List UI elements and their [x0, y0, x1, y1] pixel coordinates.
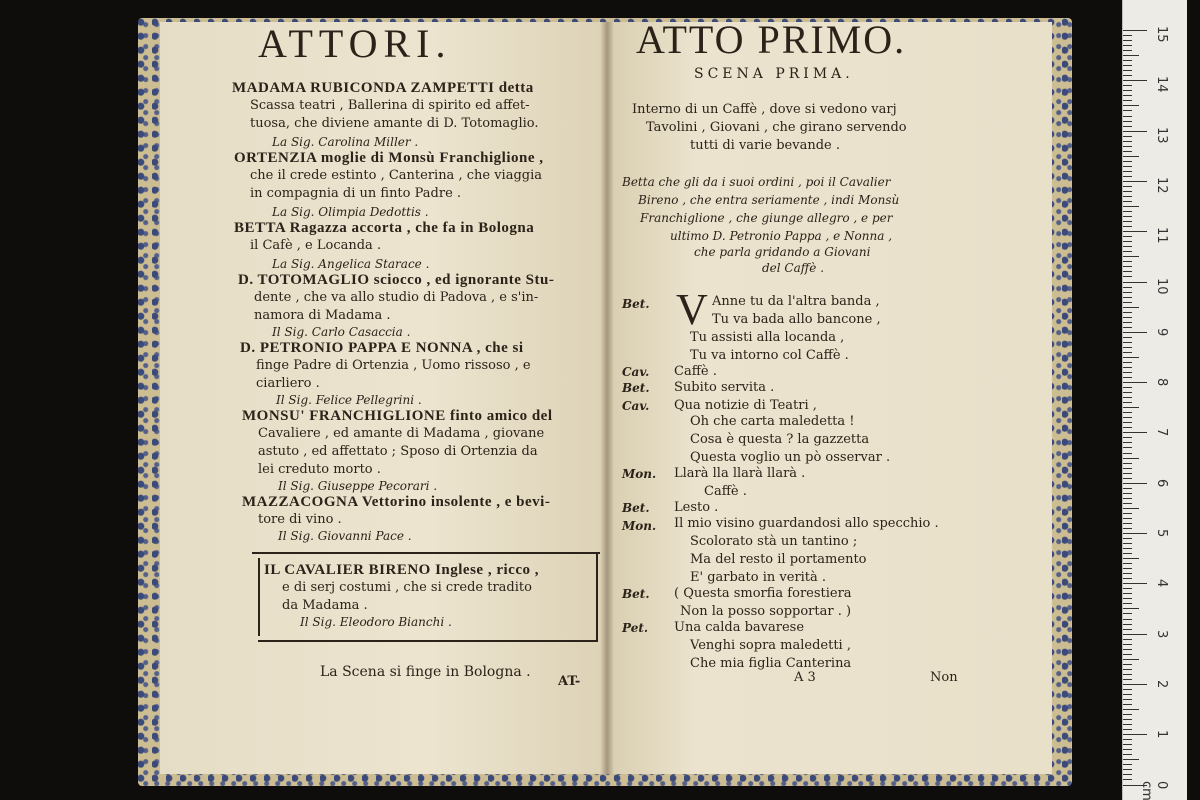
ruler-tick	[1123, 679, 1132, 680]
ruler-tick	[1123, 669, 1132, 670]
setting-line: tutti di varie bevande .	[690, 138, 841, 153]
ruler-tick	[1123, 769, 1132, 770]
ruler-tick	[1123, 639, 1132, 640]
ruler-label: 1	[1154, 730, 1169, 739]
ruler-tick	[1123, 332, 1147, 333]
ruler-tick	[1123, 624, 1132, 625]
ruler-tick	[1123, 236, 1132, 237]
ruler-tick	[1123, 80, 1147, 81]
ruler-tick	[1123, 322, 1132, 323]
entry-line: D. TOTOMAGLIO sciocco , ed ignorante Stu-	[238, 272, 555, 288]
ruler-tick	[1123, 749, 1132, 750]
boxed-entry-line: da Madama .	[282, 598, 368, 613]
ruler-tick	[1123, 216, 1132, 217]
ruler-tick	[1123, 528, 1132, 529]
ruler-tick	[1123, 664, 1132, 665]
speaker: Mon.	[622, 519, 657, 533]
ruler-tick	[1123, 261, 1132, 262]
ruler-tick	[1123, 317, 1132, 318]
ruler-tick	[1123, 674, 1132, 675]
ruler-tick	[1123, 583, 1147, 584]
ruler-tick	[1123, 70, 1132, 71]
ruler-tick	[1123, 458, 1139, 459]
left-heading: ATTORI.	[258, 21, 452, 66]
ruler-tick	[1123, 619, 1132, 620]
ruler-label: 2	[1154, 679, 1169, 689]
stage-direction-line: del Caffè .	[762, 261, 825, 275]
ruler-tick	[1123, 55, 1139, 56]
ruler-tick	[1123, 156, 1139, 157]
ruler-tick	[1123, 191, 1132, 192]
entry-line: che il crede estinto , Canterina , che viaggia	[250, 168, 542, 183]
ruler-tick	[1123, 327, 1132, 328]
ruler-tick	[1123, 392, 1132, 393]
speaker: Pet.	[622, 621, 649, 635]
ruler-tick	[1123, 508, 1139, 509]
ruler-tick	[1123, 518, 1132, 519]
entry-line: in compagnia di un finto Padre .	[250, 186, 462, 201]
ruler-tick	[1123, 302, 1132, 303]
entry-line: il Cafè , e Locanda .	[250, 238, 382, 253]
dialogue-line: Oh che carta maledetta !	[690, 414, 855, 429]
actor-name: Il Sig. Carlo Casaccia .	[272, 325, 411, 339]
ruler-tick	[1123, 422, 1132, 423]
ruler-tick	[1123, 282, 1147, 283]
ruler-tick	[1123, 644, 1132, 645]
ruler-tick	[1123, 684, 1147, 685]
ruler-tick	[1123, 453, 1132, 454]
ruler-tick	[1123, 161, 1132, 162]
speaker: Mon.	[622, 467, 657, 481]
setting-line: Tavolini , Giovani , che girano servendo	[646, 120, 907, 135]
ruler-tick	[1123, 729, 1132, 730]
entry-line: namora di Madama .	[254, 308, 391, 323]
actor-name: La Sig. Olimpia Dedottis .	[272, 205, 429, 219]
ruler-label: 15	[1154, 26, 1169, 43]
ruler-tick	[1123, 397, 1132, 398]
ruler-tick	[1123, 463, 1132, 464]
ruler-label: 13	[1154, 126, 1169, 144]
ruler-tick	[1123, 176, 1132, 177]
ruler-tick	[1123, 342, 1132, 343]
ruler-tick	[1123, 437, 1132, 438]
ruler-tick	[1123, 523, 1132, 524]
ruler-tick	[1123, 382, 1147, 383]
entry-line: D. PETRONIO PAPPA E NONNA , che si	[240, 340, 524, 356]
dialogue-line: Non la posso sopportar . )	[680, 604, 852, 619]
ruler-tick	[1123, 498, 1132, 499]
ruler-tick	[1123, 151, 1132, 152]
ruler-tick	[1123, 196, 1132, 197]
dialogue-line: Anne tu da l'altra banda ,	[712, 294, 880, 309]
ruler-tick	[1123, 186, 1132, 187]
ruler-tick	[1123, 121, 1132, 122]
entry-line: BETTA Ragazza accorta , che fa in Bologna	[234, 220, 535, 236]
dialogue-line: Scolorato stà un tantino ;	[690, 534, 858, 549]
dialogue-line: Subito servita .	[674, 380, 775, 395]
dialogue-line: Lesto .	[674, 500, 719, 515]
entry-line: lei creduto morto .	[258, 462, 381, 477]
entry-line: MONSU' FRANCHIGLIONE finto amico del	[242, 408, 553, 424]
dialogue-line: E' garbato in verità .	[690, 570, 827, 585]
ruler-tick	[1123, 588, 1132, 589]
ruler-label: 7	[1154, 428, 1169, 437]
entry-line: ciarliero .	[256, 376, 320, 391]
ruler-label: 4	[1154, 579, 1169, 588]
dialogue-line: Llarà lla llarà llarà .	[674, 466, 806, 481]
ruler-tick	[1123, 573, 1132, 574]
ruler-tick	[1123, 307, 1139, 308]
ruler-label: 14	[1154, 76, 1169, 93]
dialogue-line: Ma del resto il portamento	[690, 552, 867, 567]
ruler-tick	[1123, 131, 1147, 132]
ruler-label: 12	[1154, 176, 1169, 194]
stage-direction-line: Franchiglione , che giunge allegro , e per	[640, 211, 893, 225]
speaker: Bet.	[622, 381, 650, 395]
ruler-label: 6	[1154, 478, 1169, 487]
entry-line: MADAMA RUBICONDA ZAMPETTI detta	[232, 80, 534, 96]
ruler-tick	[1123, 548, 1132, 549]
ruler-tick	[1123, 447, 1132, 448]
book-gutter	[600, 22, 614, 774]
ruler-tick	[1123, 553, 1132, 554]
dialogue-line: Tu va intorno col Caffè .	[690, 348, 849, 363]
speaker: Cav.	[622, 365, 650, 379]
ruler-tick	[1123, 744, 1132, 745]
entry-line: tuosa, che diviene amante di D. Totomaglio.	[250, 116, 539, 131]
ruler-tick	[1123, 181, 1147, 182]
scene-title: SCENA PRIMA.	[694, 66, 854, 82]
ruler-tick	[1123, 488, 1132, 489]
ruler-label: 8	[1154, 378, 1169, 387]
ruler-tick	[1123, 337, 1132, 338]
ruler-tick	[1123, 402, 1132, 403]
ruler-tick	[1123, 709, 1139, 710]
ruler-tick	[1123, 694, 1132, 695]
dialogue-line: Qua notizie di Teatri ,	[674, 398, 817, 413]
right-heading: ATTO PRIMO.	[636, 17, 907, 62]
ruler-tick	[1123, 634, 1147, 635]
ruler-tick	[1123, 231, 1147, 232]
ruler-tick	[1123, 45, 1132, 46]
ruler-tick	[1123, 659, 1139, 660]
ruler-tick	[1123, 256, 1139, 257]
stage-direction-line: Bireno , che entra seriamente , indi Monsù	[638, 193, 900, 207]
speaker: Bet.	[622, 297, 650, 311]
ruler-tick	[1123, 568, 1132, 569]
ruler-label: 10	[1154, 277, 1169, 295]
ruler-tick	[1123, 297, 1132, 298]
ruler-tick	[1123, 141, 1132, 142]
dialogue-line: Caffè .	[704, 484, 747, 499]
dialogue-line: Il mio visino guardandosi allo specchio .	[674, 516, 939, 531]
ruler-tick	[1123, 287, 1132, 288]
ruler-tick	[1123, 432, 1147, 433]
ruler-tick	[1123, 136, 1132, 137]
boxed-entry-line: e di serj costumi , che si crede tradito	[282, 580, 532, 595]
ruler-tick	[1123, 35, 1132, 36]
dialogue-line: Che mia figlia Canterina	[690, 656, 852, 671]
ruler-label: 3	[1154, 629, 1169, 638]
dialogue-line: Una calda bavarese	[674, 620, 805, 635]
ruler-tick	[1123, 372, 1132, 373]
ruler-tick	[1123, 719, 1132, 720]
actor-name: Il Sig. Giovanni Pace .	[278, 529, 412, 543]
box-left-rule	[258, 558, 260, 636]
ruler-tick	[1123, 598, 1132, 599]
ruler-tick	[1123, 211, 1132, 212]
actor-name: Il Sig. Felice Pellegrini .	[276, 393, 422, 407]
ruler-tick	[1123, 442, 1132, 443]
ruler-tick	[1123, 30, 1147, 31]
boxed-entry-line: IL CAVALIER BIRENO Inglese , ricco ,	[264, 562, 539, 578]
page-signature: A 3	[794, 670, 816, 685]
ruler-label: 5	[1154, 529, 1169, 538]
ruler-tick	[1123, 412, 1132, 413]
ruler-tick	[1123, 271, 1132, 272]
actor-name: La Sig. Angelica Starace .	[272, 257, 430, 271]
ruler-tick	[1123, 764, 1132, 765]
ruler-tick	[1123, 246, 1132, 247]
ruler-tick	[1123, 739, 1132, 740]
ruler-tick	[1123, 538, 1132, 539]
entry-line: tore di vino .	[258, 512, 342, 527]
ruler-tick	[1123, 352, 1132, 353]
ruler-tick	[1123, 473, 1132, 474]
speaker: Bet.	[622, 587, 650, 601]
ruler-tick	[1123, 40, 1132, 41]
ruler-tick	[1123, 110, 1132, 111]
ruler-tick	[1123, 60, 1132, 61]
dialogue-line: Venghi sopra maledetti ,	[690, 638, 851, 653]
actor-name: Il Sig. Giuseppe Pecorari .	[278, 479, 438, 493]
dialogue-line: ( Questa smorfia forestiera	[674, 586, 852, 601]
ruler-tick	[1123, 689, 1132, 690]
ruler-tick	[1123, 603, 1132, 604]
ruler-tick	[1123, 241, 1132, 242]
ruler-tick	[1123, 95, 1132, 96]
ruler-tick	[1123, 608, 1139, 609]
ruler-tick	[1123, 407, 1139, 408]
ruler-tick	[1123, 593, 1132, 594]
ruler-tick	[1123, 493, 1132, 494]
ruler-tick	[1123, 563, 1132, 564]
entry-line: Cavaliere , ed amante di Madama , giovane	[258, 426, 545, 441]
ruler-tick	[1123, 654, 1132, 655]
ruler-label: 0 cm	[1139, 780, 1169, 800]
actor-name: La Sig. Carolina Miller .	[272, 135, 419, 149]
ruler-tick	[1123, 724, 1132, 725]
ruler-tick	[1123, 699, 1132, 700]
ruler-tick	[1123, 276, 1132, 277]
ruler-tick	[1123, 483, 1147, 484]
ruler-label: 11	[1154, 227, 1169, 244]
catchword: Non	[930, 670, 958, 685]
ruler-tick	[1123, 50, 1132, 51]
entry-line: astuto , ed affettato ; Sposo di Ortenzia da	[258, 444, 538, 459]
dialogue-line: Tu va bada allo bancone ,	[712, 312, 881, 327]
catchword: AT-	[558, 674, 581, 689]
ruler-tick	[1123, 734, 1147, 735]
box-top-rule	[252, 552, 600, 554]
ruler-tick	[1123, 774, 1132, 775]
ruler-tick	[1123, 714, 1132, 715]
ruler-tick	[1123, 387, 1132, 388]
ruler-tick	[1123, 201, 1132, 202]
ruler-tick	[1123, 266, 1132, 267]
ruler-tick	[1123, 105, 1139, 106]
actor-name: Il Sig. Eleodoro Bianchi .	[300, 615, 452, 629]
ruler-tick	[1123, 347, 1132, 348]
entry-line: Scassa teatri , Ballerina di spirito ed affet-	[250, 98, 530, 113]
ruler-tick	[1123, 362, 1132, 363]
ruler-label: 9	[1154, 327, 1169, 337]
ruler-tick	[1123, 759, 1139, 760]
ruler-tick	[1123, 292, 1132, 293]
stage-direction-line: che parla gridando a Giovani	[694, 245, 871, 259]
ruler-tick	[1123, 357, 1139, 358]
ruler-tick	[1123, 171, 1132, 172]
ruler-tick	[1123, 513, 1132, 514]
stage-direction-line: Betta che gli da i suoi ordini , poi il Cavalier	[622, 175, 891, 189]
ruler-tick	[1123, 417, 1132, 418]
stage-direction-line: ultimo D. Petronio Pappa , e Nonna ,	[670, 229, 893, 243]
ruler-tick	[1123, 126, 1132, 127]
ruler-tick	[1123, 704, 1132, 705]
entry-line: MAZZACOGNA Vettorino insolente , e bevi-	[242, 494, 551, 510]
drop-cap: V	[676, 285, 708, 334]
dialogue-line: Cosa è questa ? la gazzetta	[690, 432, 870, 447]
ruler-tick	[1123, 377, 1132, 378]
ruler-tick	[1123, 754, 1132, 755]
box-bottom-rule	[258, 640, 598, 642]
entry-line: finge Padre di Ortenzia , Uomo rissoso , e	[256, 358, 531, 373]
ruler-tick	[1123, 578, 1132, 579]
dialogue-line: Questa voglio un pò osservar .	[690, 450, 891, 465]
ruler-tick	[1123, 65, 1132, 66]
measurement-ruler	[1122, 0, 1187, 800]
ruler-tick	[1123, 85, 1132, 86]
ruler-tick	[1123, 90, 1132, 91]
ruler-tick	[1123, 206, 1139, 207]
ruler-tick	[1123, 558, 1139, 559]
dialogue-line: Caffè .	[674, 364, 717, 379]
box-right-rule	[596, 552, 598, 642]
setting-line: Interno di un Caffè , dove si vedono varj	[632, 102, 897, 117]
ruler-tick	[1123, 251, 1132, 252]
ruler-tick	[1123, 478, 1132, 479]
entry-line: ORTENZIA moglie di Monsù Franchiglione ,	[234, 150, 544, 166]
ruler-tick	[1123, 100, 1132, 101]
ruler-tick	[1123, 312, 1132, 313]
ruler-tick	[1123, 779, 1132, 780]
entry-line: dente , che va allo studio di Padova , e s'in-	[254, 290, 539, 305]
ruler-tick	[1123, 468, 1132, 469]
ruler-tick	[1123, 146, 1132, 147]
ruler-tick	[1123, 533, 1147, 534]
ruler-tick	[1123, 226, 1132, 227]
ruler-tick	[1123, 221, 1132, 222]
ruler-tick	[1123, 503, 1132, 504]
speaker: Bet.	[622, 501, 650, 515]
ruler-tick	[1123, 649, 1132, 650]
ruler-tick	[1123, 543, 1132, 544]
ruler-tick	[1123, 116, 1132, 117]
speaker: Cav.	[622, 399, 650, 413]
ruler-tick	[1123, 367, 1132, 368]
ruler-tick	[1123, 613, 1132, 614]
ruler-tick	[1123, 427, 1132, 428]
scene-note: La Scena si finge in Bologna .	[320, 664, 531, 680]
ruler-tick	[1123, 75, 1132, 76]
ruler-tick	[1123, 166, 1132, 167]
ruler-tick	[1123, 629, 1132, 630]
dialogue-line: Tu assisti alla locanda ,	[690, 330, 845, 345]
